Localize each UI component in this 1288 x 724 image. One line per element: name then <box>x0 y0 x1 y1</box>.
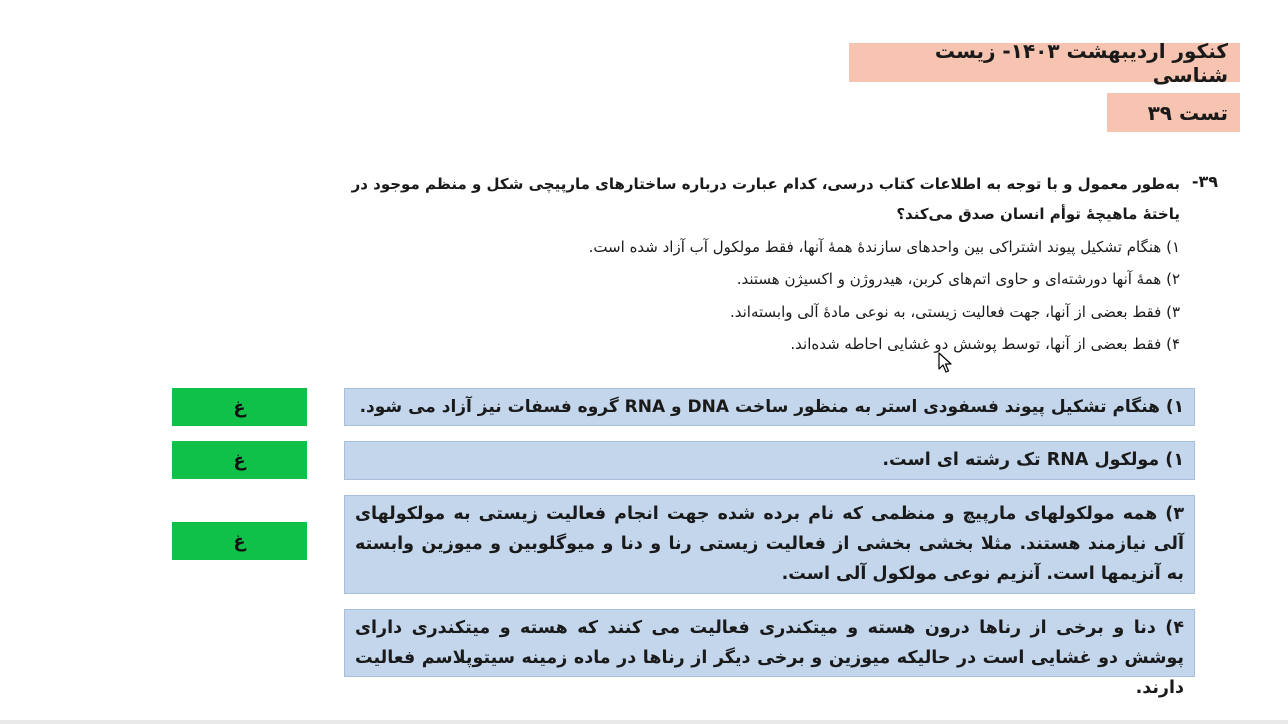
option-2: ۲) همهٔ آنها دورشته‌ای و حاوی اتم‌های کربن، هیدروژن و اکسیژن هستند. <box>736 270 1180 288</box>
option-3: ۳) فقط بعضی از آنها، جهت فعالیت زیستی، به نوعی مادهٔ آلی وابسته‌اند. <box>729 303 1180 321</box>
option-1: ۱) هنگام تشکیل پیوند اشتراکی بین واحدهای سازندهٔ همهٔ آنها، فقط مولکول آب آزاد شده است. <box>588 238 1180 256</box>
verdict-badge-1: غ <box>172 388 307 426</box>
mouse-pointer-icon <box>938 352 952 374</box>
answer-explanation-4: ۴) دنا و برخی از رناها درون هسته و میتکندری فعالیت می کنند که هسته و میتکندری دارای پوشش دو غشایی است در حالیکه میوزین و برخی دیگر از رناها در ماده زمینه سیتوپلاسم فعالیت دارند. <box>344 609 1195 677</box>
test-number-label: تست ۳۹ <box>1107 93 1240 132</box>
exam-title: کنکور اردیبهشت ۱۴۰۳- زیست شناسی <box>849 43 1240 82</box>
answer-explanation-1: ۱) هنگام تشکیل پیوند فسفودی استر به منظور ساخت DNA و RNA گروه فسفات نیز آزاد می شود. <box>344 388 1195 426</box>
question-stem-line-2: یاختهٔ ماهیچهٔ توأم انسان صدق می‌کند؟ <box>896 205 1180 223</box>
option-4: ۴) فقط بعضی از آنها، توسط پوشش دو غشایی احاطه شده‌اند. <box>790 335 1180 353</box>
question-stem-line-1: به‌طور معمول و با توجه به اطلاعات کتاب درسی، کدام عبارت درباره ساختارهای مارپیچی شکل و منظم موجود در <box>351 175 1180 193</box>
answer-explanation-2: ۱) مولکول RNA تک رشته ای است. <box>344 441 1195 480</box>
bottom-divider <box>0 720 1288 724</box>
answer-explanation-3: ۳) همه مولکولهای مارپیچ و منظمی که نام برده شده جهت انجام فعالیت زیستی به مولکولهای آلی نیازمند هستند. مثلا بخشی بخشی از فعالیت زیستی رنا و دنا و میوگلوبین و میوزین وابسته به آنزیمها است. آنزیم نوعی مولکول آلی است. <box>344 495 1195 594</box>
question-number: -۳۹ <box>1191 172 1218 191</box>
verdict-badge-2: غ <box>172 441 307 479</box>
verdict-badge-3: غ <box>172 522 307 560</box>
